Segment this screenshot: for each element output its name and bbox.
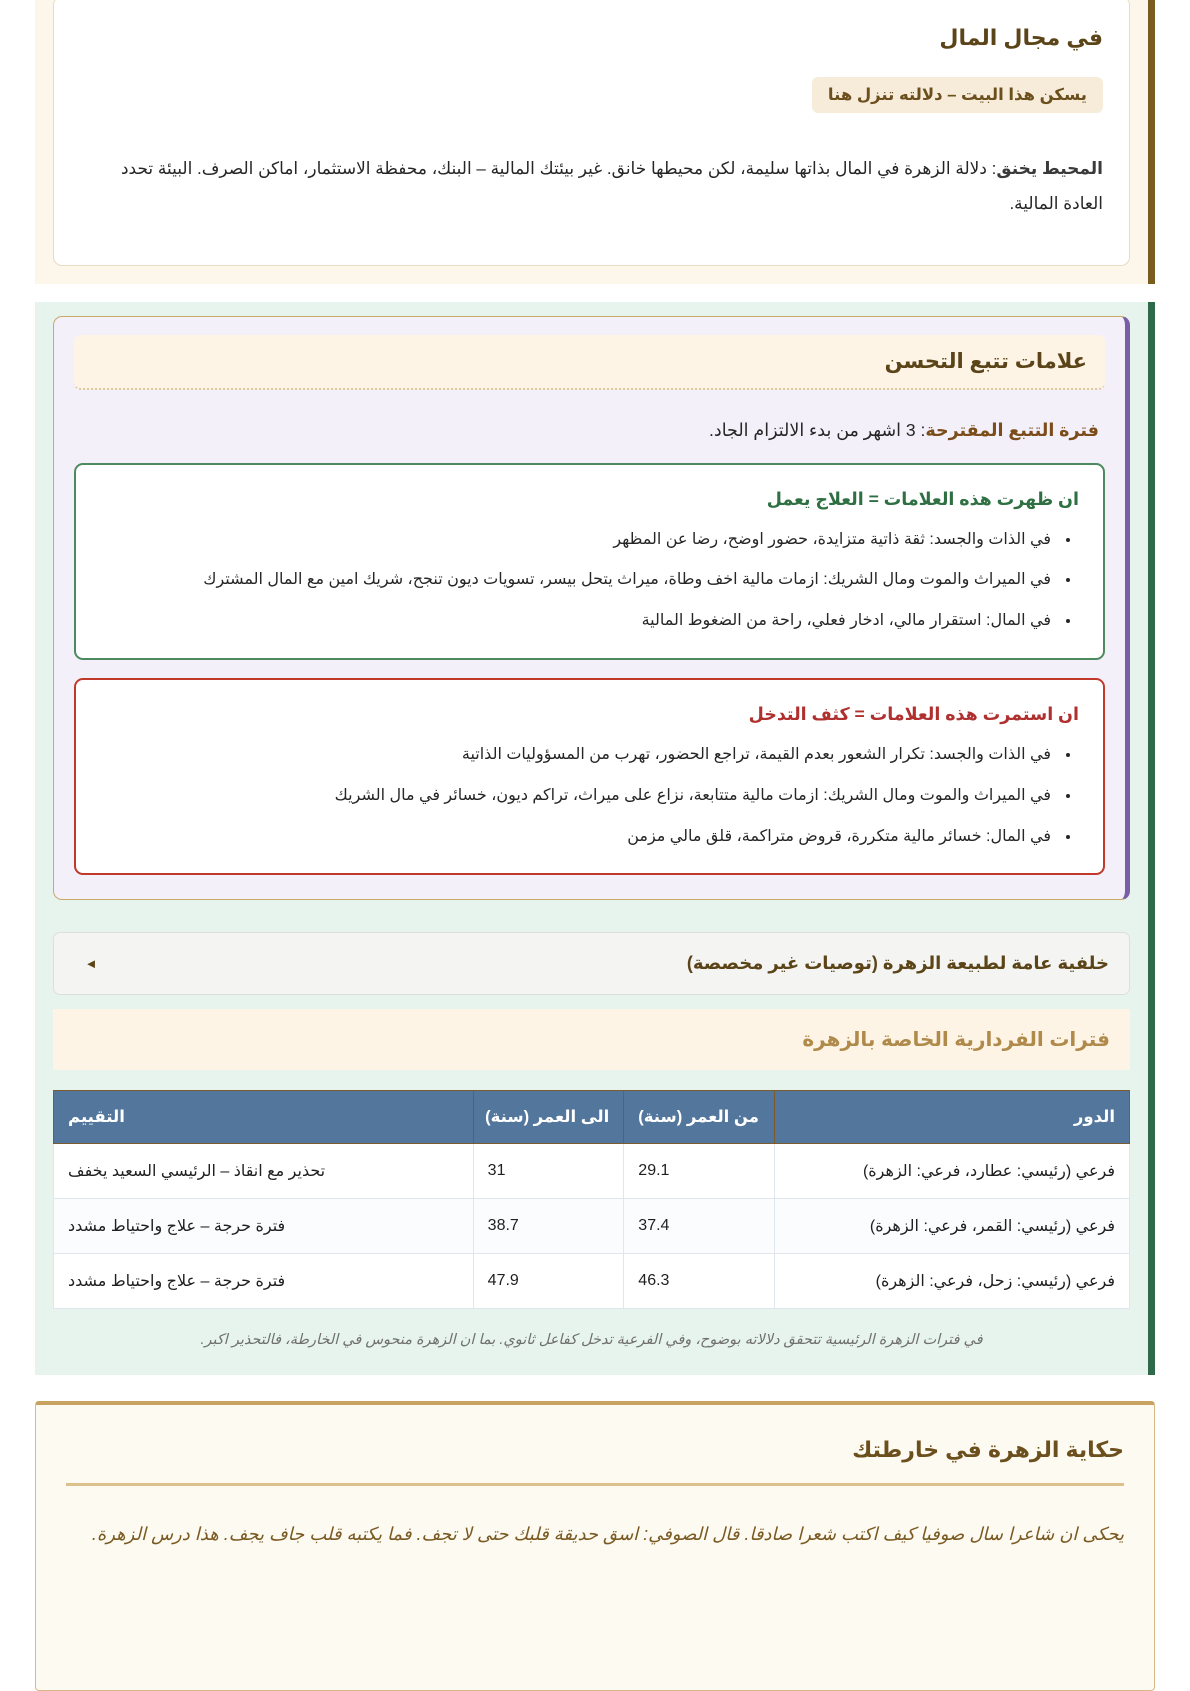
cell-from-age: 46.3: [624, 1254, 775, 1309]
money-card: [53, 0, 1130, 266]
table-row: [54, 1199, 1130, 1254]
story-text-part2: فما يكتبه قلب جاف يجف. هذا درس الزهرة.: [91, 1523, 417, 1544]
money-domain-section: [35, 0, 1155, 284]
story-section: [35, 1401, 1155, 1691]
cell-to-age: 38.7: [473, 1199, 624, 1254]
tracking-signals-heading: علامات تتبع التحسن: [74, 335, 1105, 390]
cell-evaluation: تحذير مع انقاذ – الرئيسي السعيد يخفف: [54, 1144, 474, 1199]
list-item: • في الذات والجسد: ثقة ذاتية متزايدة، حضور اوضح، رضا عن المظهر: [100, 528, 1055, 553]
table-header-row: [54, 1091, 1130, 1144]
positive-signals-box: [74, 463, 1105, 660]
general-background-disclosure[interactable]: [53, 932, 1130, 995]
cell-to-age: 31: [473, 1144, 624, 1199]
general-background-label: خلفية عامة لطبيعة الزهرة (توصيات غير مخصصة): [686, 953, 1109, 974]
money-card-body: [80, 152, 1103, 222]
col-header-from-age: من العمر (سنة): [624, 1091, 775, 1144]
tracking-signals-panel: [53, 316, 1130, 901]
positive-signals-list: [100, 528, 1079, 634]
positive-signals-title: ان ظهرت هذه العلامات = العلاج يعمل: [766, 488, 1079, 509]
col-header-role: الدور: [774, 1091, 1129, 1144]
story-divider: [66, 1483, 1124, 1486]
cell-from-age: 29.1: [624, 1144, 775, 1199]
cell-to-age: 47.9: [473, 1254, 624, 1309]
money-body-label: المحيط يخنق: [996, 159, 1103, 178]
list-item: • في المال: خسائر مالية متكررة، قروض متراكمة، قلق مالي مزمن: [100, 825, 1055, 850]
cell-evaluation: فترة حرجة – علاج واحتياط مشدد: [54, 1254, 474, 1309]
money-chip-badge: يسكن هذا البيت – دلالته تنزل هنا: [812, 77, 1103, 113]
periods-section-heading: فترات الفردارية الخاصة بالزهرة: [53, 1009, 1130, 1070]
cell-from-age: 37.4: [624, 1199, 775, 1254]
money-card-title: في مجال المال: [939, 25, 1103, 50]
list-item: • في الميراث والموت ومال الشريك: ازمات مالية اخف وطاة، ميراث يتحل بيسر، تسويات ديون تنجح، شريك امين مع المال المشترك: [100, 568, 1055, 593]
story-title: حكاية الزهرة في خارطتك: [852, 1436, 1124, 1462]
story-body: [66, 1516, 1124, 1552]
periods-band: [35, 922, 1155, 1374]
chevron-right-icon: ◄: [84, 956, 98, 972]
story-text-part1: يحكى ان شاعرا سال صوفيا كيف اكتب شعرا صادقا. قال الصوفي:: [638, 1523, 1124, 1544]
suggested-period-label: فترة التتبع المقترحة: [925, 419, 1099, 440]
cell-role: فرعي (رئيسي: زحل، فرعي: الزهرة): [774, 1254, 1129, 1309]
cell-role: فرعي (رئيسي: القمر، فرعي: الزهرة): [774, 1199, 1129, 1254]
table-row: [54, 1254, 1130, 1309]
col-header-evaluation: التقييم: [54, 1091, 474, 1144]
periods-table: [53, 1090, 1130, 1309]
story-quote: اسق حديقة قلبك حتى لا تجف.: [416, 1523, 639, 1544]
money-body-text: : دلالة الزهرة في المال بذاتها سليمة، لكن محيطها خانق. غير بيئتك المالية – البنك، محفظة الاستثمار، اماكن الصرف. البيئة تحدد العادة المالية.: [120, 159, 1103, 213]
table-row: [54, 1144, 1130, 1199]
list-item: • في الميراث والموت ومال الشريك: ازمات مالية متتابعة، نزاع على ميراث، تراكم ديون، خسائر في مال الشريك: [100, 784, 1055, 809]
cell-evaluation: فترة حرجة – علاج واحتياط مشدد: [54, 1199, 474, 1254]
negative-signals-list: [100, 743, 1079, 849]
suggested-period-value: : 3 اشهر من بدء الالتزام الجاد.: [709, 419, 926, 440]
suggested-period-line: [80, 420, 1099, 441]
col-header-to-age: الى العمر (سنة): [473, 1091, 624, 1144]
cell-role: فرعي (رئيسي: عطارد، فرعي: الزهرة): [774, 1144, 1129, 1199]
negative-signals-box: [74, 678, 1105, 875]
periods-table-head: [54, 1091, 1130, 1144]
list-item: • في المال: استقرار مالي، ادخار فعلي، راحة من الضغوط المالية: [100, 609, 1055, 634]
periods-table-note: في فترات الزهرة الرئيسية تتحقق دلالاته بوضوح، وفي الفرعية تدخل كفاعل ثانوي. بما ان الزهرة منحوس في الخارطة، فالتحذير اكبر.: [200, 1332, 983, 1349]
list-item: • في الذات والجسد: تكرار الشعور بعدم القيمة، تراجع الحضور، تهرب من المسؤوليات الذاتية: [100, 743, 1055, 768]
negative-signals-title: ان استمرت هذه العلامات = كثف التدخل: [748, 704, 1079, 725]
periods-table-body: [54, 1144, 1130, 1309]
tracking-signals-band: [35, 302, 1155, 923]
periods-table-wrapper: [53, 1090, 1130, 1309]
